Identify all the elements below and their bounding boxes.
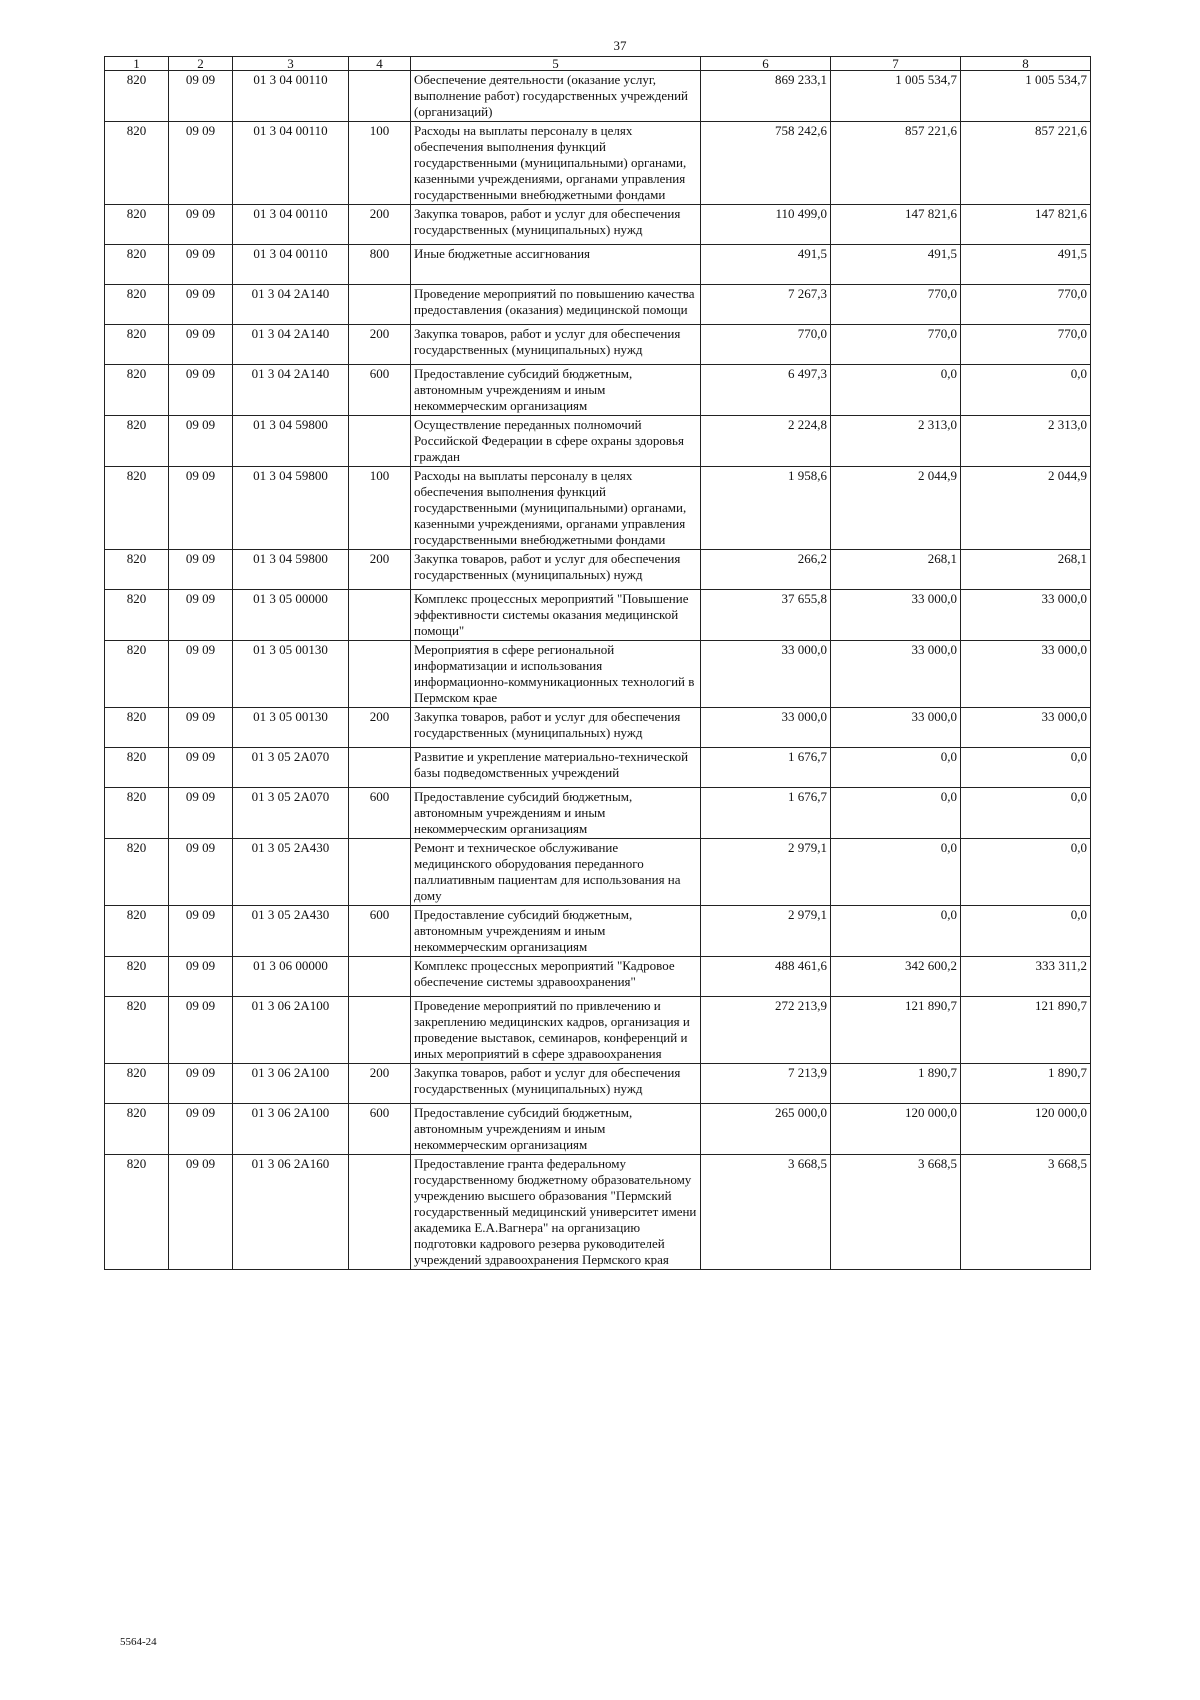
table-row	[105, 285, 1091, 325]
cell-description: Закупка товаров, работ и услуг для обеспечения государственных (муниципальных) нужд	[411, 550, 701, 590]
cell-section-code: 09 09	[169, 997, 233, 1064]
cell-amount-year-2: 147 821,6	[831, 205, 961, 245]
cell-amount-year-3: 268,1	[961, 550, 1091, 590]
cell-amount-year-1: 2 979,1	[701, 839, 831, 906]
cell-section-code: 09 09	[169, 71, 233, 122]
cell-admin-code: 820	[105, 325, 169, 365]
cell-amount-year-3: 1 005 534,7	[961, 71, 1091, 122]
cell-admin-code: 820	[105, 1104, 169, 1155]
cell-admin-code: 820	[105, 1155, 169, 1270]
page-number: 37	[613, 38, 627, 53]
cell-admin-code: 820	[105, 122, 169, 205]
cell-description: Развитие и укрепление материально-технической базы подведомственных учреждений	[411, 748, 701, 788]
cell-amount-year-3: 0,0	[961, 365, 1091, 416]
cell-amount-year-3: 1 890,7	[961, 1064, 1091, 1104]
cell-description: Предоставление субсидий бюджетным, автономным учреждениям и иным некоммерческим организациям	[411, 906, 701, 957]
cell-amount-year-2: 120 000,0	[831, 1104, 961, 1155]
cell-amount-year-1: 3 668,5	[701, 1155, 831, 1270]
cell-admin-code: 820	[105, 641, 169, 708]
cell-description: Расходы на выплаты персоналу в целях обеспечения выполнения функций государственными (муниципальными) органами, казенными учреждениями, органами управления государственными внебюджетными фондами	[411, 467, 701, 550]
cell-amount-year-3: 770,0	[961, 325, 1091, 365]
cell-description: Предоставление субсидий бюджетным, автономным учреждениям и иным некоммерческим организациям	[411, 788, 701, 839]
cell-description: Закупка товаров, работ и услуг для обеспечения государственных (муниципальных) нужд	[411, 1064, 701, 1104]
cell-description: Мероприятия в сфере региональной информатизации и использования информационно-коммуникационных технологий в Пермском крае	[411, 641, 701, 708]
cell-expense-type	[349, 1155, 411, 1270]
cell-section-code: 09 09	[169, 957, 233, 997]
cell-expense-type: 600	[349, 788, 411, 839]
cell-target-article: 01 3 04 00110	[233, 245, 349, 285]
cell-target-article: 01 3 04 00110	[233, 71, 349, 122]
cell-amount-year-1: 7 267,3	[701, 285, 831, 325]
cell-admin-code: 820	[105, 205, 169, 245]
cell-section-code: 09 09	[169, 416, 233, 467]
cell-expense-type: 100	[349, 467, 411, 550]
table-row	[105, 205, 1091, 245]
cell-section-code: 09 09	[169, 550, 233, 590]
table-row	[105, 748, 1091, 788]
cell-admin-code: 820	[105, 906, 169, 957]
cell-amount-year-3: 3 668,5	[961, 1155, 1091, 1270]
cell-amount-year-2: 121 890,7	[831, 997, 961, 1064]
table-row	[105, 957, 1091, 997]
cell-target-article: 01 3 04 59800	[233, 550, 349, 590]
cell-admin-code: 820	[105, 245, 169, 285]
cell-amount-year-2: 268,1	[831, 550, 961, 590]
cell-expense-type: 600	[349, 906, 411, 957]
cell-amount-year-3: 0,0	[961, 839, 1091, 906]
footer-code: 5564-24	[120, 1636, 157, 1648]
cell-description: Закупка товаров, работ и услуг для обеспечения государственных (муниципальных) нужд	[411, 205, 701, 245]
cell-expense-type	[349, 839, 411, 906]
cell-description: Проведение мероприятий по повышению качества предоставления (оказания) медицинской помощи	[411, 285, 701, 325]
cell-expense-type: 200	[349, 708, 411, 748]
table-row	[105, 325, 1091, 365]
cell-description: Закупка товаров, работ и услуг для обеспечения государственных (муниципальных) нужд	[411, 708, 701, 748]
cell-amount-year-1: 869 233,1	[701, 71, 831, 122]
cell-amount-year-3: 333 311,2	[961, 957, 1091, 997]
cell-amount-year-1: 2 979,1	[701, 906, 831, 957]
cell-amount-year-2: 770,0	[831, 285, 961, 325]
cell-amount-year-3: 857 221,6	[961, 122, 1091, 205]
cell-admin-code: 820	[105, 748, 169, 788]
cell-target-article: 01 3 05 00000	[233, 590, 349, 641]
table-row	[105, 1104, 1091, 1155]
table-row	[105, 788, 1091, 839]
table-row	[105, 1155, 1091, 1270]
cell-admin-code: 820	[105, 997, 169, 1064]
cell-amount-year-1: 2 224,8	[701, 416, 831, 467]
cell-section-code: 09 09	[169, 245, 233, 285]
cell-amount-year-1: 1 676,7	[701, 788, 831, 839]
cell-section-code: 09 09	[169, 839, 233, 906]
cell-section-code: 09 09	[169, 467, 233, 550]
cell-amount-year-2: 2 044,9	[831, 467, 961, 550]
column-header: 8	[961, 57, 1091, 71]
cell-expense-type: 200	[349, 1064, 411, 1104]
cell-amount-year-1: 6 497,3	[701, 365, 831, 416]
cell-amount-year-2: 0,0	[831, 906, 961, 957]
cell-target-article: 01 3 06 2А100	[233, 997, 349, 1064]
table-row	[105, 997, 1091, 1064]
table-row	[105, 641, 1091, 708]
cell-amount-year-1: 758 242,6	[701, 122, 831, 205]
cell-description: Комплекс процессных мероприятий "Кадровое обеспечение системы здравоохранения"	[411, 957, 701, 997]
cell-admin-code: 820	[105, 71, 169, 122]
cell-section-code: 09 09	[169, 285, 233, 325]
cell-amount-year-1: 1 958,6	[701, 467, 831, 550]
cell-amount-year-2: 1 005 534,7	[831, 71, 961, 122]
cell-amount-year-3: 33 000,0	[961, 708, 1091, 748]
cell-section-code: 09 09	[169, 1064, 233, 1104]
cell-amount-year-1: 266,2	[701, 550, 831, 590]
cell-expense-type: 600	[349, 365, 411, 416]
cell-target-article: 01 3 05 2А430	[233, 839, 349, 906]
table-row	[105, 365, 1091, 416]
cell-section-code: 09 09	[169, 590, 233, 641]
cell-amount-year-3: 33 000,0	[961, 590, 1091, 641]
cell-admin-code: 820	[105, 788, 169, 839]
cell-section-code: 09 09	[169, 325, 233, 365]
cell-amount-year-2: 3 668,5	[831, 1155, 961, 1270]
cell-section-code: 09 09	[169, 641, 233, 708]
cell-amount-year-1: 770,0	[701, 325, 831, 365]
cell-amount-year-1: 265 000,0	[701, 1104, 831, 1155]
cell-amount-year-1: 33 000,0	[701, 708, 831, 748]
column-header: 5	[411, 57, 701, 71]
cell-amount-year-1: 1 676,7	[701, 748, 831, 788]
column-header: 4	[349, 57, 411, 71]
cell-amount-year-3: 2 044,9	[961, 467, 1091, 550]
cell-amount-year-1: 491,5	[701, 245, 831, 285]
cell-admin-code: 820	[105, 550, 169, 590]
cell-target-article: 01 3 06 2А100	[233, 1104, 349, 1155]
cell-section-code: 09 09	[169, 748, 233, 788]
cell-amount-year-1: 488 461,6	[701, 957, 831, 997]
table-row	[105, 906, 1091, 957]
cell-admin-code: 820	[105, 416, 169, 467]
cell-section-code: 09 09	[169, 708, 233, 748]
cell-target-article: 01 3 04 2А140	[233, 365, 349, 416]
cell-target-article: 01 3 04 2А140	[233, 285, 349, 325]
cell-description: Иные бюджетные ассигнования	[411, 245, 701, 285]
cell-amount-year-2: 0,0	[831, 748, 961, 788]
cell-expense-type	[349, 957, 411, 997]
cell-amount-year-3: 147 821,6	[961, 205, 1091, 245]
cell-admin-code: 820	[105, 1064, 169, 1104]
table-body	[105, 71, 1091, 1270]
column-header: 7	[831, 57, 961, 71]
cell-amount-year-2: 491,5	[831, 245, 961, 285]
cell-amount-year-2: 0,0	[831, 788, 961, 839]
cell-admin-code: 820	[105, 708, 169, 748]
table-row	[105, 708, 1091, 748]
cell-expense-type: 600	[349, 1104, 411, 1155]
cell-admin-code: 820	[105, 839, 169, 906]
table-row	[105, 550, 1091, 590]
table-row	[105, 416, 1091, 467]
cell-expense-type	[349, 285, 411, 325]
table-row	[105, 245, 1091, 285]
cell-description: Предоставление субсидий бюджетным, автономным учреждениям и иным некоммерческим организациям	[411, 365, 701, 416]
cell-admin-code: 820	[105, 467, 169, 550]
cell-target-article: 01 3 04 59800	[233, 467, 349, 550]
cell-target-article: 01 3 04 00110	[233, 205, 349, 245]
cell-target-article: 01 3 06 2А160	[233, 1155, 349, 1270]
cell-expense-type	[349, 997, 411, 1064]
cell-target-article: 01 3 05 2А070	[233, 748, 349, 788]
cell-section-code: 09 09	[169, 1155, 233, 1270]
cell-amount-year-1: 272 213,9	[701, 997, 831, 1064]
cell-amount-year-2: 33 000,0	[831, 708, 961, 748]
cell-expense-type: 100	[349, 122, 411, 205]
cell-amount-year-2: 857 221,6	[831, 122, 961, 205]
cell-amount-year-3: 0,0	[961, 748, 1091, 788]
budget-table	[104, 56, 1091, 1270]
table-row	[105, 467, 1091, 550]
cell-amount-year-2: 33 000,0	[831, 590, 961, 641]
cell-amount-year-2: 342 600,2	[831, 957, 961, 997]
cell-target-article: 01 3 05 2А070	[233, 788, 349, 839]
cell-target-article: 01 3 05 2А430	[233, 906, 349, 957]
table-row	[105, 839, 1091, 906]
cell-description: Комплекс процессных мероприятий "Повышение эффективности системы оказания медицинской помощи"	[411, 590, 701, 641]
cell-description: Предоставление субсидий бюджетным, автономным учреждениям и иным некоммерческим организациям	[411, 1104, 701, 1155]
cell-target-article: 01 3 05 00130	[233, 641, 349, 708]
cell-target-article: 01 3 04 59800	[233, 416, 349, 467]
cell-description: Предоставление гранта федеральному государственному бюджетному образовательному учреждению высшего образования "Пермский государственный медицинский университет имени академика Е.А.Вагнера" на организацию подготовки кадрового резерва руководителей учреждений здравоохранения Пермского края	[411, 1155, 701, 1270]
cell-amount-year-2: 0,0	[831, 839, 961, 906]
cell-section-code: 09 09	[169, 122, 233, 205]
cell-amount-year-1: 110 499,0	[701, 205, 831, 245]
cell-target-article: 01 3 06 2А100	[233, 1064, 349, 1104]
cell-amount-year-3: 491,5	[961, 245, 1091, 285]
cell-description: Осуществление переданных полномочий Российской Федерации в сфере охраны здоровья граждан	[411, 416, 701, 467]
cell-amount-year-3: 2 313,0	[961, 416, 1091, 467]
cell-amount-year-2: 2 313,0	[831, 416, 961, 467]
cell-section-code: 09 09	[169, 906, 233, 957]
cell-section-code: 09 09	[169, 788, 233, 839]
cell-amount-year-2: 1 890,7	[831, 1064, 961, 1104]
cell-amount-year-1: 33 000,0	[701, 641, 831, 708]
cell-expense-type: 200	[349, 325, 411, 365]
cell-expense-type: 800	[349, 245, 411, 285]
cell-expense-type: 200	[349, 205, 411, 245]
cell-section-code: 09 09	[169, 1104, 233, 1155]
cell-expense-type	[349, 71, 411, 122]
cell-amount-year-3: 33 000,0	[961, 641, 1091, 708]
header-row	[105, 57, 1091, 71]
cell-amount-year-3: 0,0	[961, 788, 1091, 839]
cell-section-code: 09 09	[169, 365, 233, 416]
cell-expense-type	[349, 641, 411, 708]
cell-amount-year-2: 770,0	[831, 325, 961, 365]
table-row	[105, 590, 1091, 641]
cell-expense-type	[349, 590, 411, 641]
column-header: 1	[105, 57, 169, 71]
cell-admin-code: 820	[105, 365, 169, 416]
cell-expense-type	[349, 416, 411, 467]
cell-amount-year-3: 770,0	[961, 285, 1091, 325]
cell-description: Ремонт и техническое обслуживание медицинского оборудования переданного паллиативным пациентам для использования на дому	[411, 839, 701, 906]
column-header: 3	[233, 57, 349, 71]
cell-amount-year-1: 7 213,9	[701, 1064, 831, 1104]
cell-description: Закупка товаров, работ и услуг для обеспечения государственных (муниципальных) нужд	[411, 325, 701, 365]
cell-description: Обеспечение деятельности (оказание услуг, выполнение работ) государственных учреждений (организаций)	[411, 71, 701, 122]
cell-amount-year-2: 0,0	[831, 365, 961, 416]
table-row	[105, 71, 1091, 122]
cell-amount-year-3: 120 000,0	[961, 1104, 1091, 1155]
cell-admin-code: 820	[105, 957, 169, 997]
cell-description: Проведение мероприятий по привлечению и закреплению медицинских кадров, организация и проведение выставок, семинаров, конференций и иных мероприятий в сфере здравоохранения	[411, 997, 701, 1064]
cell-amount-year-1: 37 655,8	[701, 590, 831, 641]
cell-target-article: 01 3 05 00130	[233, 708, 349, 748]
cell-amount-year-3: 0,0	[961, 906, 1091, 957]
cell-expense-type: 200	[349, 550, 411, 590]
column-header: 6	[701, 57, 831, 71]
cell-expense-type	[349, 748, 411, 788]
table-row	[105, 122, 1091, 205]
cell-section-code: 09 09	[169, 205, 233, 245]
cell-amount-year-2: 33 000,0	[831, 641, 961, 708]
cell-admin-code: 820	[105, 590, 169, 641]
cell-target-article: 01 3 04 00110	[233, 122, 349, 205]
cell-target-article: 01 3 06 00000	[233, 957, 349, 997]
cell-amount-year-3: 121 890,7	[961, 997, 1091, 1064]
table-row	[105, 1064, 1091, 1104]
cell-admin-code: 820	[105, 285, 169, 325]
cell-description: Расходы на выплаты персоналу в целях обеспечения выполнения функций государственными (муниципальными) органами, казенными учреждениями, органами управления государственными внебюджетными фондами	[411, 122, 701, 205]
column-header: 2	[169, 57, 233, 71]
cell-target-article: 01 3 04 2А140	[233, 325, 349, 365]
